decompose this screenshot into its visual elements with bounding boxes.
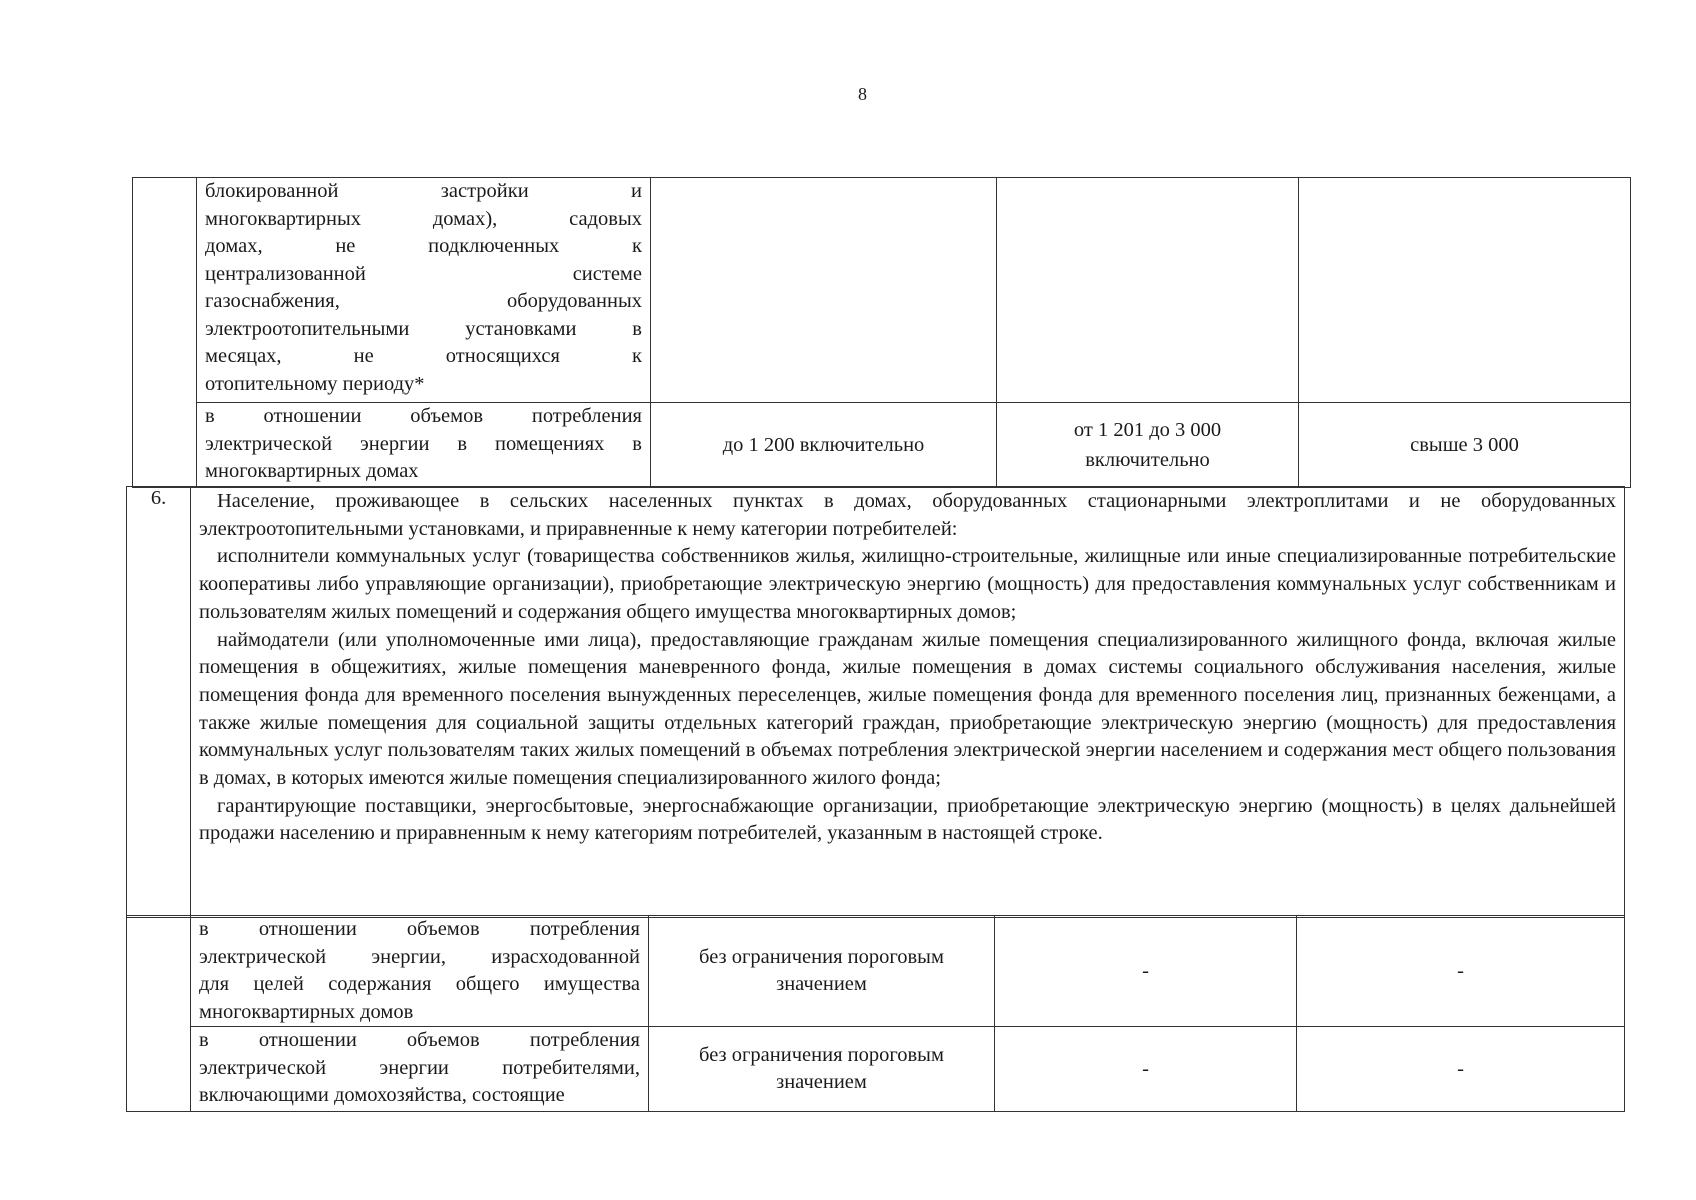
description-cell: в отношении объемов потребления электрической энергии в помещениях в многоквартирных домах — [197, 403, 651, 488]
range-cell: - — [1297, 1027, 1625, 1112]
range-cell — [997, 178, 1299, 403]
paragraph: наймодатели (или уполномоченные ими лица), предоставляющие гражданам жилые помещения специализированного жилищного фонда, включая жилые помещения в общежитиях, жилые помещения маневренного фонда, жилые помещения в домах системы социального обслуживания населения, жилые помещения фонда для временного поселения вынужденных переселенцев, жилые помещения фонда для временного поселения лиц, признанных беженцами, а также жилые помещения для социальной защиты отдельных категорий граждан, приобретающие электрическую энергию (мощность) для предоставления коммунальных услуг пользователям таких жилых помещений в объемах потребления электрической энергии населением и содержания мест общего пользования в домах, в которых имеются жилые помещения специализированного жилого фонда; — [199, 628, 1616, 790]
consumption-thresholds-table-top — [132, 177, 1631, 488]
paragraph: исполнители коммунальных услуг (товарищества собственников жилья, жилищно-строительные, жилищные или иные специализированные потребительские кооперативы либо управляющие организации), приобретающие электрическую энергию (мощность) для предоставления коммунальных услуг собственникам и пользователям жилых помещений и содержания общего имущества многоквартирных домов; — [199, 545, 1616, 623]
range-cell: - — [995, 916, 1297, 1027]
range-cell: без ограничения пороговым значением — [649, 1027, 995, 1112]
range-cell: до 1 200 включительно — [651, 403, 997, 488]
description-cell: в отношении объемов потребления электрической энергии, израсходованной для целей содержания общего имущества многоквартирных домов — [191, 916, 649, 1027]
range-cell — [1299, 178, 1631, 403]
row-number-cell — [133, 178, 197, 488]
range-cell: - — [1297, 916, 1625, 1027]
row-number-cell — [127, 916, 191, 1112]
row-number: 6. — [127, 487, 191, 918]
table-row — [127, 487, 1625, 918]
table-row — [127, 1027, 1625, 1112]
section-6-table — [126, 486, 1625, 918]
paragraph: Население, проживающее в сельских населенных пунктах в домах, оборудованных стационарными электроплитами и не оборудованных электроотопительными установками, и приравненные к нему категории потребителей: — [199, 490, 1616, 540]
description-cell: в отношении объемов потребления электрической энергии потребителями, включающими домохозяйства, состоящие — [191, 1027, 649, 1112]
table-row — [127, 916, 1625, 1027]
paragraph: гарантирующие поставщики, энергосбытовые, энергоснабжающие организации, приобретающие электрическую энергию (мощность) в целях дальнейшей продажи населению и приравненным к нему категориям потребителей, указанным в настоящей строке. — [199, 794, 1616, 845]
consumption-thresholds-table-bottom — [126, 915, 1625, 1112]
range-cell: от 1 201 до 3 000 включительно — [997, 403, 1299, 488]
description-cell: блокированной застройки и многоквартирных домах), садовых домах, не подключенных к централизованной системе газоснабжения, оборудованных электроотопительными установками в месяцах, не относящихся к отопительному периоду* — [197, 178, 651, 403]
range-cell: свыше 3 000 — [1299, 403, 1631, 488]
page-number: 8 — [858, 84, 867, 104]
range-cell — [651, 178, 997, 403]
table-row — [133, 178, 1631, 403]
table-row — [133, 403, 1631, 488]
range-cell: без ограничения пороговым значением — [649, 916, 995, 1027]
section-6-text — [191, 487, 1625, 918]
range-cell: - — [995, 1027, 1297, 1112]
